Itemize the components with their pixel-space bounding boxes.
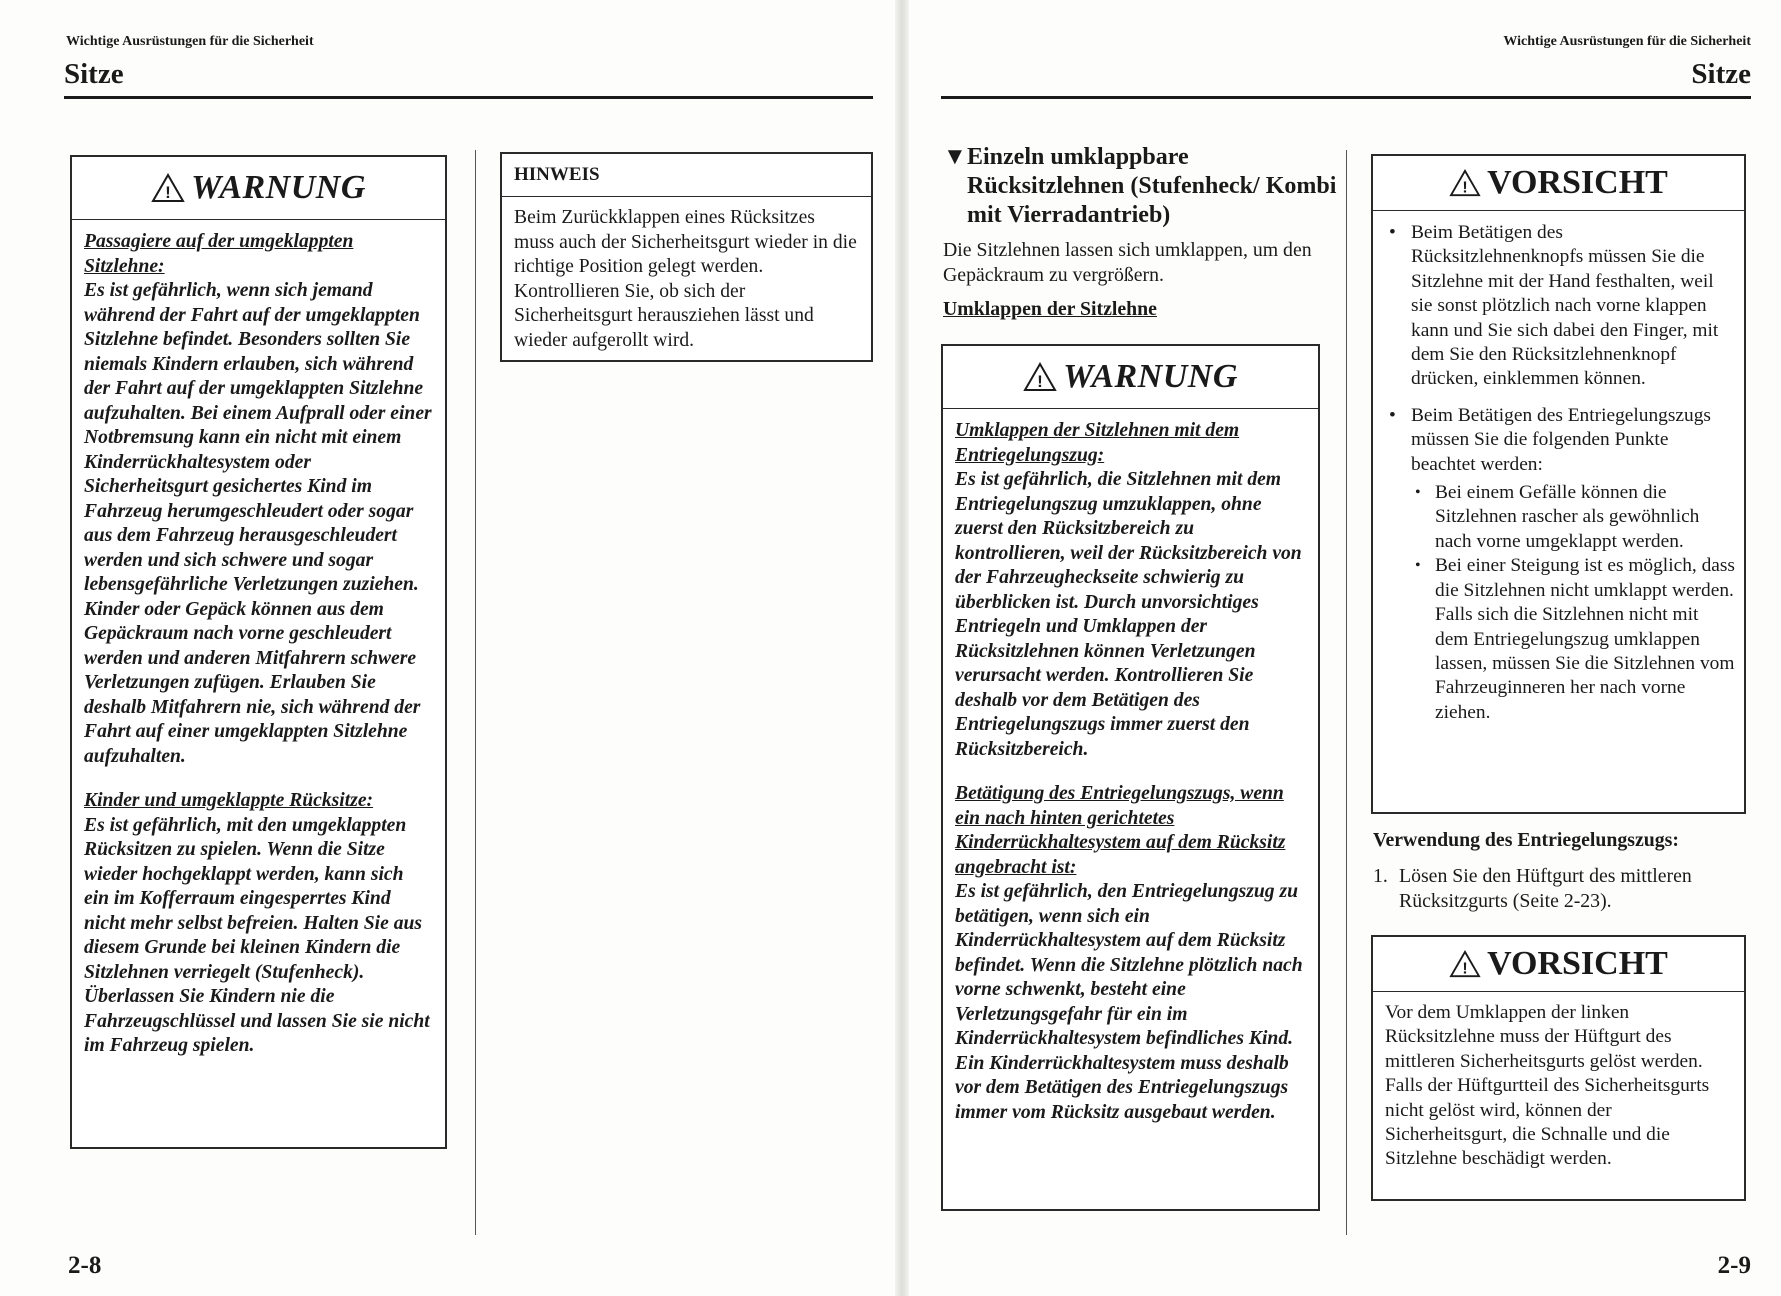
note-box — [500, 152, 873, 362]
warning-subtitle: Passagiere auf der umgeklappten Sitzlehne: — [84, 231, 354, 277]
warning-subtitle: Kinder und umgeklappte Rücksitze: — [84, 790, 374, 811]
warning-body — [943, 409, 1318, 1135]
step-number: 1. — [1373, 865, 1388, 887]
warning-triangle-icon — [151, 173, 185, 203]
caution-subbullet: • Bei einer Steigung ist es möglich, dass die Sitzlehnen nicht umklappt werden. Falls sich die Sitzlehnen nicht mit dem Entriegelungszug umklappen lassen, müssen Sie die Sitzlehnen vom Fahrzeuginneren her nach vorne ziehen. — [1411, 554, 1736, 725]
caution-bullet: • Beim Betätigen des Rücksitzlehnenknopfs müssen Sie die Sitzlehne mit der Hand festhalten, weil sie sonst plötzlich nach vorne klappen kann und Sie sich dabei den Finger, mit dem Sie den Rücksitzlehnenknopf drücken, einklemmen können. — [1381, 221, 1736, 392]
step-text: Lösen Sie den Hüftgurt des mittleren Rücksitzgurts (Seite 2-23). — [1399, 865, 1692, 912]
warning-text: Es ist gefährlich, die Sitzlehnen mit dem Entriegelungszug umzuklappen, ohne zuerst den Rücksitzbereich zu kontrollieren, weil der Rücksitzbereich von der Fahrzeugheckseite schwierig zu überblicken ist. Durch unvorsichtiges Entriegeln und Umklappen der Rücksitzlehnen können Verletzungen verursacht werden. Kontrollieren Sie deshalb vor dem Betätigen des Entriegelungszugs immer zuerst den Rücksitzbereich. — [955, 469, 1302, 760]
warning-body — [72, 220, 445, 1069]
page-number: 2-9 — [1717, 1252, 1751, 1279]
note-title: HINWEIS — [502, 154, 871, 197]
caution-box — [1371, 154, 1746, 814]
caution-bullet — [1381, 404, 1736, 725]
header-rule — [64, 96, 873, 99]
header-rule — [941, 96, 1751, 99]
warning-box — [70, 155, 447, 1149]
page-title: Sitze — [64, 58, 124, 90]
note-text: Beim Zurückklappen eines Rücksitzes muss auch der Sicherheitsgurt wieder in die richtige Position gelegt werden. Kontrollieren Sie, ob sich der Sicherheitsgurt herausziehen lässt und wieder aufgerollt wird. — [514, 207, 857, 351]
svg-text:!: ! — [1037, 372, 1043, 391]
right-page — [909, 0, 1781, 1296]
page-number: 2-8 — [68, 1252, 102, 1279]
caution-header — [1373, 156, 1744, 211]
step-item — [1373, 864, 1753, 914]
svg-text:!: ! — [165, 183, 171, 202]
svg-text:!: ! — [1462, 179, 1468, 197]
section-title: Einzeln umklappbare Rücksitzlehnen (Stufenheck/ Kombi mit Vierradantrieb) — [967, 144, 1337, 228]
warning-subtitle: Umklappen der Sitzlehnen mit dem Entriegelungszug: — [955, 420, 1240, 466]
section-marker-icon: ▼ — [943, 144, 967, 170]
caution-title: VORSICHT — [1487, 164, 1668, 201]
warning-text: Es ist gefährlich, den Entriegelungszug zu betätigen, wenn sich ein Kinderrückhaltesystem auf dem Rücksitz befindet. Wenn die Sitzlehne plötzlich nach vorne schwenkt, besteht eine Verletzungsgefahr für ein im Kinderrückhaltesystem befindliches Kind. Ein Kinderrückhaltesystem muss deshalb vor dem Betätigen des Entriegelungszugs immer vom Rücksitz ausgebaut werden. — [955, 881, 1303, 1123]
warning-triangle-icon — [1023, 362, 1057, 392]
warning-title: WARNUNG — [191, 169, 366, 206]
warning-title: WARNUNG — [1063, 358, 1238, 395]
page-title: Sitze — [1691, 58, 1751, 90]
intro-text: Die Sitzlehnen lassen sich umklappen, um den Gepäckraum zu vergrößern. — [943, 239, 1312, 286]
svg-text:!: ! — [1462, 960, 1468, 978]
warning-triangle-icon — [1449, 169, 1481, 197]
caution-body — [1373, 211, 1744, 743]
column-divider — [475, 150, 476, 1235]
header-subtitle: Wichtige Ausrüstungen für die Sicherheit — [1503, 34, 1751, 49]
warning-box — [941, 344, 1320, 1211]
subheading: Umklappen der Sitzlehne — [943, 298, 1157, 320]
warning-header — [72, 157, 445, 220]
warning-subtitle: Betätigung des Entriegelungszugs, wenn ein nach hinten gerichtetes Kinderrückhaltesystem auf dem Rücksitz angebracht ist: — [955, 783, 1286, 878]
warning-text: Es ist gefährlich, mit den umgeklappten Rücksitzen zu spielen. Wenn die Sitze wieder hochgeklappt werden, kann sich ein im Kofferraum eingesperrtes Kind nicht mehr selbst befreien. Halten Sie aus diesem Grunde bei kleinen Kindern die Sitzlehnen verriegelt (Stufenheck). Überlassen Sie Kindern nie die Fahrzeugschlüssel und lassen Sie sie nicht im Fahrzeug spielen. — [84, 814, 430, 1056]
caution-box — [1371, 935, 1746, 1201]
caution-subbullet: • Bei einem Gefälle können die Sitzlehnen rascher als gewöhnlich nach vorne umgeklappt werden. — [1411, 481, 1736, 554]
header-subtitle: Wichtige Ausrüstungen für die Sicherheit — [66, 34, 314, 49]
usage-heading: Verwendung des Entriegelungszugs: — [1373, 829, 1679, 851]
warning-triangle-icon — [1449, 950, 1481, 978]
page-gutter — [895, 0, 909, 1296]
caution-bullet-text: Beim Betätigen des Entriegelungszugs müssen Sie die folgenden Punkte beachtet werden: — [1411, 404, 1711, 475]
warning-header — [943, 346, 1318, 409]
caution-title: VORSICHT — [1487, 945, 1668, 982]
caution-text: Vor dem Umklappen der linken Rücksitzlehne muss der Hüftgurt des mittleren Sicherheitsgurts gelöst werden. Falls der Hüftgurtteil des Sicherheitsgurts nicht gelöst wird, können der Sicherheitsgurt, die Schnalle und die Sitzlehne beschädigt werden. — [1385, 1002, 1710, 1170]
warning-text: Es ist gefährlich, wenn sich jemand während der Fahrt auf der umgeklappten Sitzlehne befindet. Besonders sollten Sie niemals Kindern erlauben, sich während der Fahrt auf der umgeklappten Sitzlehne aufzuhalten. Bei einem Aufprall oder einer Notbremsung kann ein nicht mit einem Kinderrückhaltesystem oder Sicherheitsgurt gesichertes Kind im Fahrzeug herumgeschleudert oder sogar aus dem Fahrzeug herausgeschleudert werden und sich schwere und sogar lebensgefährliche Verletzungen zuziehen. Kinder oder Gepäck können aus dem Gepäckraum nach vorne geschleudert werden und anderen Mitfahrern schwere Verletzungen zufügen. Erlauben Sie deshalb Mitfahrern nie, sich während der Fahrt auf einer umgeklappten Sitzlehne aufzuhalten. — [84, 280, 432, 767]
section-heading — [943, 143, 1338, 230]
column-divider — [1346, 150, 1347, 1235]
caution-header — [1373, 937, 1744, 992]
